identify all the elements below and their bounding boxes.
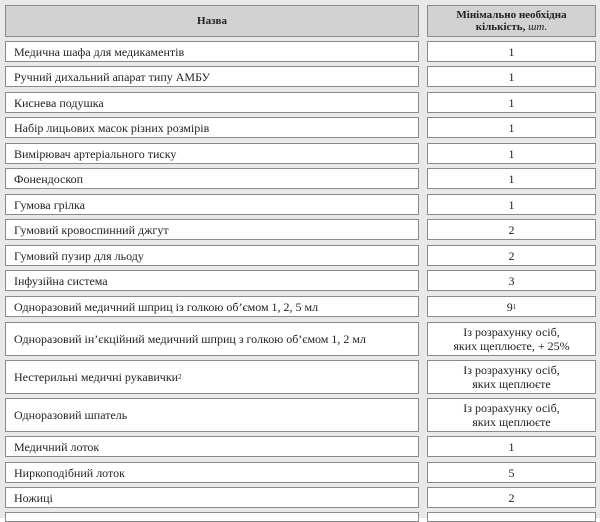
row-name-cell: [5, 41, 419, 62]
row-name: Гумовий кровоспинний джгут: [14, 222, 169, 237]
row-name: Набір лицьових масок різних розмірів: [14, 120, 210, 135]
row-name-cell: [5, 487, 419, 508]
row-quantity: 2: [508, 248, 515, 263]
row-name-cell: [5, 245, 419, 266]
row-quantity: Із розрахунку осіб, яких щеплюєте: [463, 401, 560, 429]
row-name: Вимірювач артеріального тиску: [14, 146, 177, 161]
row-name: Медична шафа для медикаментів: [14, 44, 185, 59]
row-name-cell: [5, 66, 419, 87]
row-name: Одноразовий ін’єкційний медичний шприц з голкою об’ємом 1, 2 мл: [14, 332, 366, 346]
row-quantity: 1: [508, 439, 515, 454]
row-quantity-cell: [427, 92, 596, 113]
row-quantity-cell: [427, 168, 596, 189]
row-quantity: 9: [506, 299, 513, 314]
header-quantity-line1: Мінімально необхідна: [456, 9, 567, 21]
row-name: Нестерильні медичні рукавички: [14, 370, 179, 384]
row-name: Ручний дихальний апарат типу АМБУ: [14, 69, 211, 84]
row-name-cell: [5, 143, 419, 164]
row-quantity-cell: [427, 66, 596, 87]
row-name-cell: Нестерильні медичні рукавички 2: [5, 360, 419, 394]
row-quantity-cell: [427, 462, 596, 483]
row-quantity-cell-partial: [427, 512, 596, 522]
row-quantity: 3: [508, 273, 515, 288]
row-name-cell: [5, 92, 419, 113]
row-name: Гумова грілка: [14, 197, 85, 212]
row-name-cell: [5, 270, 419, 291]
row-quantity-cell: [427, 41, 596, 62]
row-quantity-cell: [427, 219, 596, 240]
row-name: Одноразовий медичний шприц із голкою об’ємом 1, 2, 5 мл: [14, 299, 319, 314]
row-quantity: 1: [508, 44, 515, 59]
row-name: Одноразовий шпатель: [14, 408, 128, 422]
row-quantity: 5: [508, 465, 515, 480]
row-quantity: 1: [508, 69, 515, 84]
row-name: Фонендоскоп: [14, 171, 84, 186]
row-quantity-cell: [427, 245, 596, 266]
row-quantity-cell: [427, 487, 596, 508]
row-name: Ниркоподібний лоток: [14, 465, 125, 480]
row-quantity-cell: [427, 270, 596, 291]
row-name-cell: [5, 219, 419, 240]
row-quantity-cell: [427, 398, 596, 432]
row-quantity: 1: [508, 197, 515, 212]
row-quantity: Із розрахунку осіб, яких щеплюєте, + 25%: [453, 325, 570, 353]
row-name: Інфузійна система: [14, 273, 108, 288]
header-quantity: [456, 9, 566, 33]
row-quantity: 1: [508, 120, 515, 135]
row-quantity-cell: [427, 322, 596, 356]
row-name: Гумовий пузир для льоду: [14, 248, 144, 263]
header-quantity-line2: кількість,: [475, 21, 526, 33]
row-quantity: 2: [508, 490, 515, 505]
row-name-cell: [5, 398, 419, 432]
row-name-cell: [5, 117, 419, 138]
header-quantity-unit: шт.: [528, 21, 548, 33]
row-quantity-cell: [427, 143, 596, 164]
row-quantity: 2: [508, 222, 515, 237]
row-name-cell: [5, 168, 419, 189]
row-quantity-cell: [427, 117, 596, 138]
header-name-cell: [5, 5, 419, 37]
row-name: Ножиці: [14, 490, 53, 505]
row-name-cell: [5, 194, 419, 215]
row-name: Медичний лоток: [14, 439, 100, 454]
row-quantity-cell: [427, 436, 596, 457]
row-quantity-cell: [427, 360, 596, 394]
row-name: Киснева подушка: [14, 95, 104, 110]
row-quantity-cell: [427, 194, 596, 215]
row-name-cell: [5, 436, 419, 457]
row-quantity: 1: [508, 171, 515, 186]
row-quantity: 1: [508, 146, 515, 161]
row-quantity-cell: 9 1: [427, 296, 596, 317]
row-quantity: Із розрахунку осіб, яких щеплюєте: [463, 363, 560, 391]
header-quantity-cell: [427, 5, 596, 37]
row-name-cell: [5, 322, 419, 356]
row-name-cell-partial: [5, 512, 419, 522]
row-name-cell: [5, 462, 419, 483]
row-quantity: 1: [508, 95, 515, 110]
row-name-cell: [5, 296, 419, 317]
header-name: Назва: [197, 15, 227, 27]
